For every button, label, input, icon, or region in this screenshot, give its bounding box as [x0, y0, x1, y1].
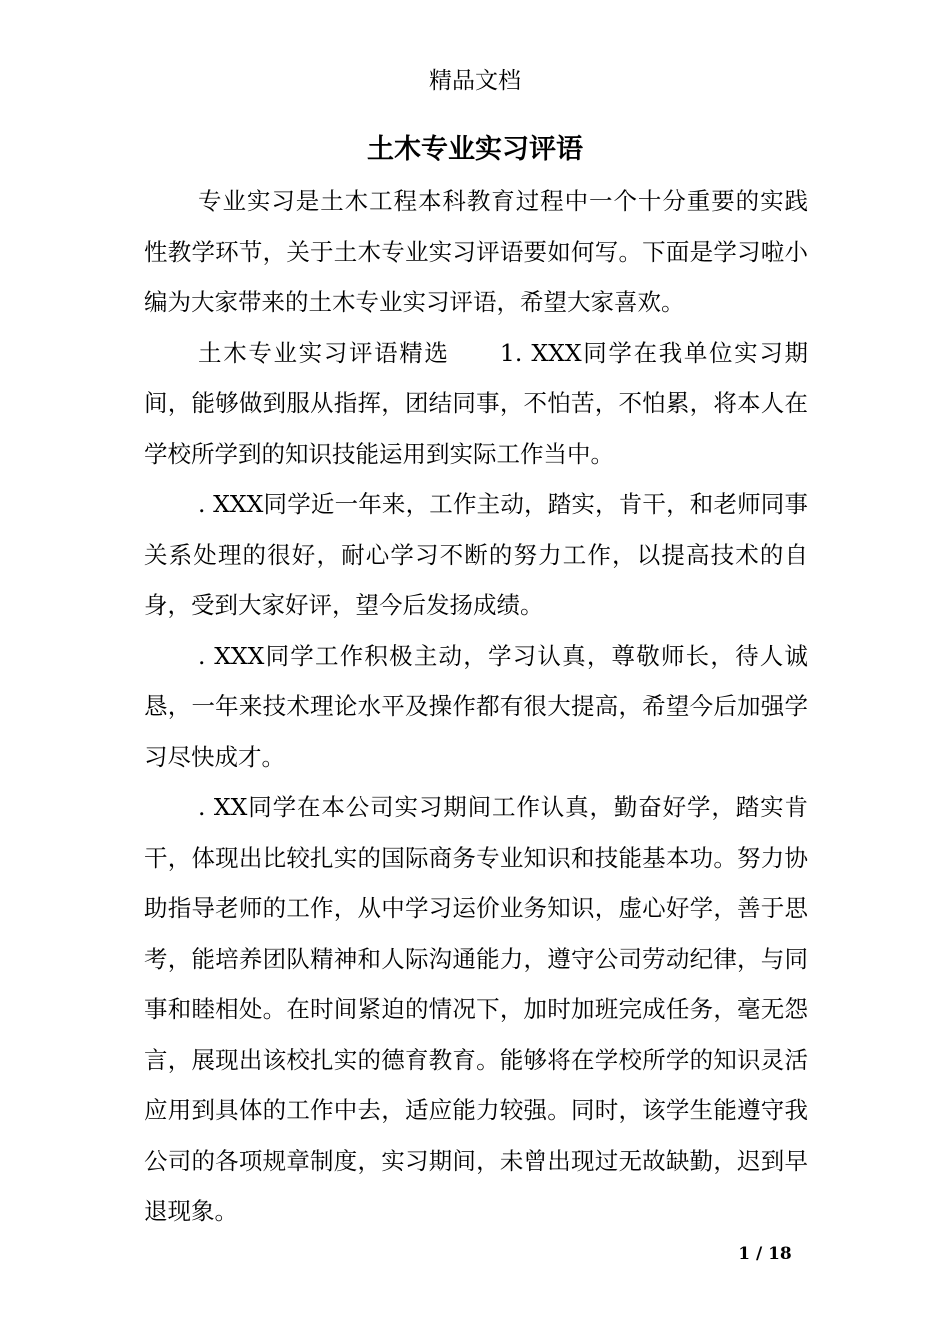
document-title: 土木专业实习评语 [367, 134, 583, 165]
page-number: 1 / 18 [738, 1244, 792, 1264]
paragraph-comment-3: . XXX同学工作积极主动，学习认真，尊敬师长，待人诚恳，一年来技术理论水平及操作都有很大提高，希望今后加强学习尽快成才。 [144, 641, 808, 771]
paragraph-comment-4: . XX同学在本公司实习期间工作认真，勤奋好学，踏实肯干，体现出比较扎实的国际商务专业知识和技能基本功。努力协助指导老师的工作，从中学习运价业务知识，虚心好学，善于思考，能培养团队精神和人际沟通能力，遵守公司劳动纪律，与同事和睦相处。在时间紧迫的情况下，加时加班完成任务，毫无怨言，展现出该校扎实的德育教育。能够将在学校所学的知识灵活应用到具体的工作中去，适应能力较强。同时，该学生能遵守我公司的各项规章制度，实习期间，未曾出现过无故缺勤，迟到早退现象。 [144, 793, 808, 1225]
paragraph-comment-2: . XXX同学近一年来，工作主动，踏实，肯干，和老师同事关系处理的很好，耐心学习不断的努力工作，以提高技术的自身，受到大家好评，望今后发扬成绩。 [144, 490, 808, 619]
page-header: 精品文档 [429, 68, 521, 94]
paragraph-intro: 专业实习是土木工程本科教育过程中一个十分重要的实践性教学环节，关于土木专业实习评语要如何写。下面是学习啦小编为大家带来的土木专业实习评语，希望大家喜欢。 [144, 187, 808, 316]
document-body [144, 176, 808, 1237]
paragraph-comment-1: 土木专业实习评语精选 1. XXX同学在我单位实习期间，能够做到服从指挥，团结同事，不怕苦，不怕累，将本人在学校所学到的知识技能运用到实际工作当中。 [144, 338, 808, 468]
